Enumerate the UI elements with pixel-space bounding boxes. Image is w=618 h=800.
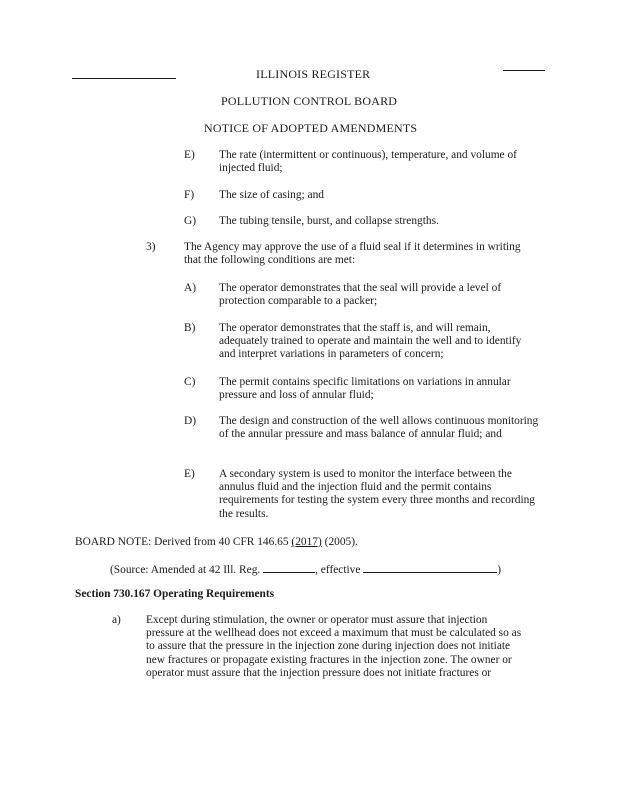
source-part-3: ) — [497, 564, 502, 576]
subitem-label-A: A) — [184, 282, 197, 294]
item-label-F: F) — [184, 189, 195, 201]
notice-title: NOTICE OF ADOPTED AMENDMENTS — [204, 121, 418, 135]
item-text-E: The rate (intermittent or continuous), temperature, and volume of injected fluid; — [219, 149, 517, 175]
para-a-line-3: to assure that the pressure in the injection zone during injection does not initiate — [146, 640, 511, 653]
subitem-label-E: E) — [184, 468, 195, 480]
item-label-3: 3) — [146, 241, 156, 253]
header-rule-right — [503, 70, 545, 71]
item-label-G: G) — [184, 215, 197, 227]
board-note-prefix: BOARD NOTE: Derived from 40 CFR 146.65 — [75, 536, 292, 548]
register-title: ILLINOIS REGISTER — [256, 67, 371, 81]
register-blank — [263, 562, 315, 573]
subitem-label-C: C) — [184, 376, 196, 388]
subitem-label-D: D) — [184, 415, 197, 427]
para-text-a — [146, 614, 546, 680]
subitem-text-B: The operator demonstrates that the staff is, and will remain, adequately trained to operate and maintain the well and to identify and interpret variations in parameters of concern; — [219, 322, 522, 361]
item-label-E: E) — [184, 149, 195, 161]
subitem-text-C: The permit contains specific limitations on variations in annular pressure and loss of annular fluid; — [219, 376, 511, 402]
effective-date-blank — [363, 562, 497, 573]
para-a-line-5: operator must assure that the injection pressure does not initiate fractures or — [146, 666, 492, 679]
para-a-line-2: pressure at the wellhead does not exceed a maximum that must be calculated so as — [146, 627, 522, 640]
para-label-a: a) — [112, 614, 121, 626]
board-note — [75, 536, 358, 549]
para-a-line-1: Except during stimulation, the owner or operator must assure that injection — [146, 614, 488, 626]
subitem-text-D: The design and construction of the well allows continuous monitoring of the annular pressure and mass balance of annular fluid; and — [219, 415, 539, 441]
board-note-underlined-year: (2017) — [291, 536, 322, 548]
board-note-suffix: (2005). — [321, 536, 358, 548]
item-text-3: The Agency may approve the use of a fluid seal if it determines in writing that the following conditions are met: — [184, 241, 521, 267]
header-rule-left — [72, 78, 176, 79]
section-heading: Section 730.167 Operating Requirements — [75, 588, 275, 600]
source-part-2: , effective — [315, 564, 364, 576]
subitem-text-A: The operator demonstrates that the seal will provide a level of protection comparable to a packer; — [219, 282, 502, 308]
source-line — [110, 562, 501, 577]
subitem-text-E: A secondary system is used to monitor the interface between the annulus fluid and the injection fluid and the permit contains requirements for testing the system every three months and recording the results. — [219, 468, 535, 520]
para-a-line-4: new fractures or propagate existing fractures in the injection zone. The owner or — [146, 653, 512, 666]
item-text-G: The tubing tensile, burst, and collapse strengths. — [219, 215, 439, 227]
source-part-1: (Source: Amended at 42 Ill. Reg. — [110, 564, 264, 576]
subitem-label-B: B) — [184, 322, 196, 334]
agency-title: POLLUTION CONTROL BOARD — [221, 94, 398, 108]
item-text-F: The size of casing; and — [219, 189, 325, 201]
